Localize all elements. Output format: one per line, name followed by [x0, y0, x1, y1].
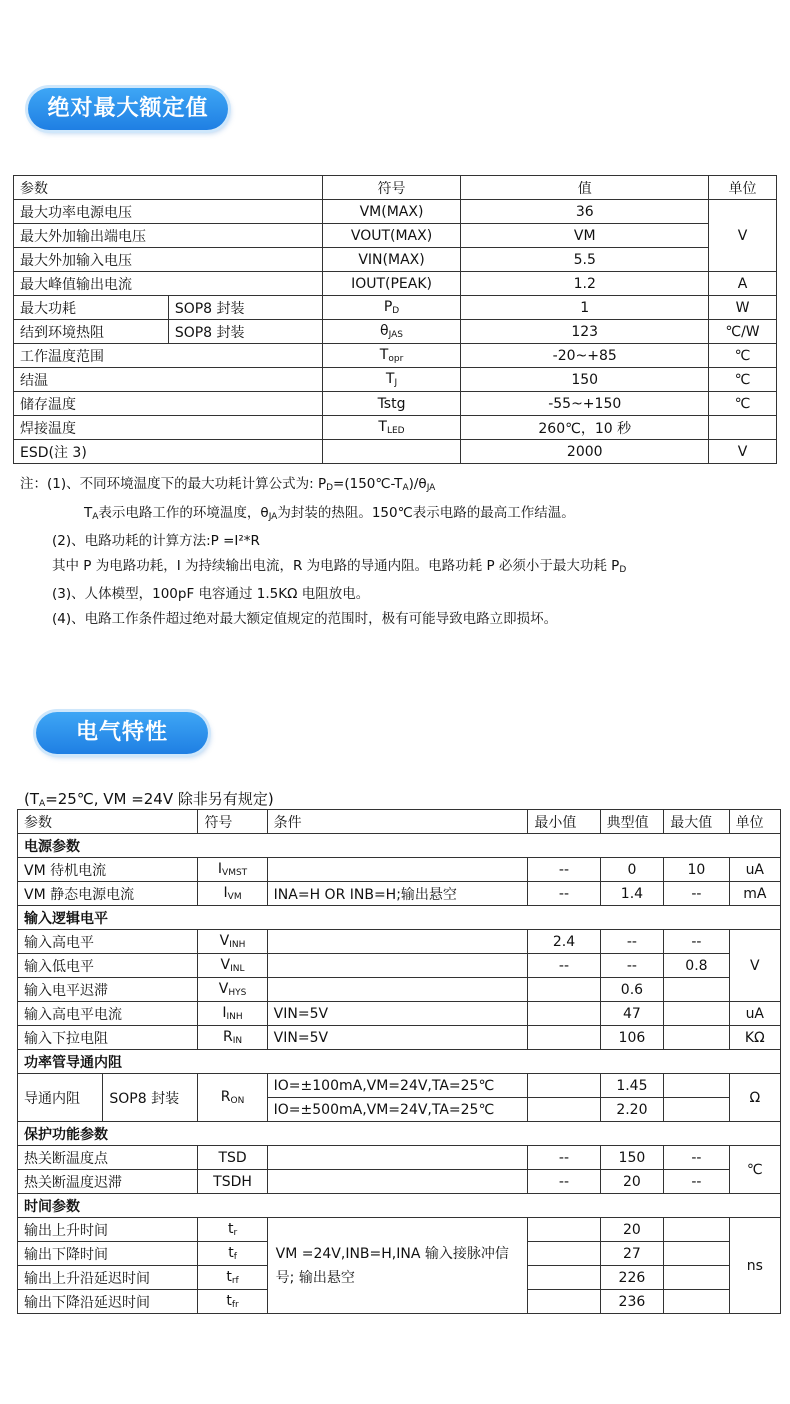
min-cell — [528, 1218, 600, 1242]
max-cell: -- — [664, 1170, 729, 1194]
table-row — [14, 368, 777, 392]
section-label: 时间参数 — [18, 1194, 781, 1218]
note-1: 注：(1)、不同环境温度下的最大功耗计算公式为: $P_D=(150℃-T_A)/\theta_{JA}$ — [20, 476, 436, 493]
table-row — [18, 882, 781, 906]
note-1-line-2: $T_A$表示电路工作的环境温度，$\theta_{JA}$为封装的热阻。150℃表示电路的最高工作结温。 — [84, 504, 575, 522]
min-cell: -- — [528, 1146, 600, 1170]
param-cell: 输入高电平电流 — [18, 1002, 198, 1026]
condition-cell — [267, 978, 528, 1002]
symbol-cell: $V_{INH}$ — [198, 930, 267, 954]
table-row — [18, 858, 781, 882]
typ-cell: 226 — [600, 1266, 664, 1290]
condition-cell: INA=H OR INB=H;输出悬空 — [267, 882, 528, 906]
absolute-max-ratings-table — [13, 175, 777, 464]
typ-cell: 236 — [600, 1290, 664, 1314]
header-typ: 典型值 — [600, 810, 664, 834]
unit-cell: Ω — [729, 1074, 780, 1122]
section-row — [18, 834, 781, 858]
unit-cell: V — [709, 200, 777, 272]
section-title-electrical: 电气特性 — [36, 712, 208, 754]
note-4: (4)、电路工作条件超过绝对最大额定值规定的范围时，极有可能导致电路立即损坏。 — [52, 610, 558, 627]
value-cell: 123 — [461, 320, 709, 344]
package-cell: SOP8 封装 — [168, 320, 322, 344]
min-cell — [528, 1266, 600, 1290]
min-cell: -- — [528, 954, 600, 978]
unit-cell: ℃ — [709, 392, 777, 416]
section-label: 保护功能参数 — [18, 1122, 781, 1146]
condition-cell: IO=±100mA,VM=24V,TA=25℃ — [267, 1074, 528, 1098]
header-unit: 单位 — [729, 810, 780, 834]
section-title-absolute-max: 绝对最大额定值 — [28, 88, 228, 130]
table-row — [14, 320, 777, 344]
condition-cell: VIN=5V — [267, 1026, 528, 1050]
max-cell — [664, 1242, 729, 1266]
section-label: 电源参数 — [18, 834, 781, 858]
unit-cell: ℃ — [709, 344, 777, 368]
param-cell: 最大峰值输出电流 — [14, 272, 323, 296]
min-cell — [528, 1026, 600, 1050]
table-row — [18, 1146, 781, 1170]
value-cell: 2000 — [461, 440, 709, 464]
condition-cell: VM =24V,INB=H,INA 输入接脉冲信号; 输出悬空 — [267, 1218, 528, 1314]
table-row — [14, 416, 777, 440]
unit-cell — [709, 416, 777, 440]
symbol-cell: Tstg — [322, 392, 461, 416]
max-cell — [664, 1218, 729, 1242]
symbol-cell: TSD — [198, 1146, 267, 1170]
param-cell: 最大功率电源电压 — [14, 200, 323, 224]
typ-cell: 27 — [600, 1242, 664, 1266]
symbol-cell: VIN(MAX) — [322, 248, 461, 272]
note-2-detail: 其中 P 为电路功耗，I 为持续输出电流，R 为电路的导通内阻。电路功耗 P 必须小于最大功耗 $P_D$ — [52, 557, 627, 575]
typ-cell: 20 — [600, 1218, 664, 1242]
unit-cell: uA — [729, 858, 780, 882]
table-row — [14, 248, 777, 272]
max-cell — [664, 1002, 729, 1026]
param-cell: 输入电平迟滞 — [18, 978, 198, 1002]
note-2: (2)、电路功耗的计算方法:P =I²*R — [52, 533, 260, 549]
max-cell: -- — [664, 930, 729, 954]
param-cell: 热关断温度点 — [18, 1146, 198, 1170]
max-cell: 0.8 — [664, 954, 729, 978]
condition-cell: IO=±500mA,VM=24V,TA=25℃ — [267, 1098, 528, 1122]
header-min: 最小值 — [528, 810, 600, 834]
min-cell — [528, 1242, 600, 1266]
symbol-cell: $T_{LED}$ — [322, 416, 461, 440]
min-cell: -- — [528, 1170, 600, 1194]
param-cell: 输出下降沿延迟时间 — [18, 1290, 198, 1314]
min-cell — [528, 1098, 600, 1122]
param-cell: 导通内阻 — [18, 1074, 103, 1122]
table-row — [18, 954, 781, 978]
note-3: (3)、人体模型，100pF 电容通过 1.5KΩ 电阻放电。 — [52, 586, 370, 602]
condition-cell — [267, 930, 528, 954]
unit-cell: uA — [729, 1002, 780, 1026]
header-param: 参数 — [18, 810, 198, 834]
symbol-cell: $t_r$ — [198, 1218, 267, 1242]
value-cell: -55~+150 — [461, 392, 709, 416]
value-cell: -20~+85 — [461, 344, 709, 368]
condition-cell: VIN=5V — [267, 1002, 528, 1026]
min-cell: -- — [528, 858, 600, 882]
table-row — [14, 392, 777, 416]
section-label: 功率管导通内阻 — [18, 1050, 781, 1074]
symbol-cell: $T_{opr}$ — [322, 344, 461, 368]
value-cell: 1 — [461, 296, 709, 320]
unit-cell: ℃ — [729, 1146, 780, 1194]
section-row — [18, 1194, 781, 1218]
symbol-cell: $t_f$ — [198, 1242, 267, 1266]
symbol-cell: VOUT(MAX) — [322, 224, 461, 248]
header-value: 值 — [461, 176, 709, 200]
table-row — [18, 978, 781, 1002]
symbol-cell: $P_D$ — [322, 296, 461, 320]
table-row — [18, 1170, 781, 1194]
symbol-cell: $t_{fr}$ — [198, 1290, 267, 1314]
param-cell: 热关断温度迟滞 — [18, 1170, 198, 1194]
max-cell: 10 — [664, 858, 729, 882]
header-symbol: 符号 — [198, 810, 267, 834]
unit-cell: ns — [729, 1218, 780, 1314]
unit-cell: mA — [729, 882, 780, 906]
package-cell: SOP8 封装 — [103, 1074, 198, 1122]
param-cell: 最大外加输出端电压 — [14, 224, 323, 248]
table-row — [18, 930, 781, 954]
param-cell: 最大外加输入电压 — [14, 248, 323, 272]
symbol-cell: TSDH — [198, 1170, 267, 1194]
header-unit: 单位 — [709, 176, 777, 200]
value-cell: 36 — [461, 200, 709, 224]
condition-cell — [267, 954, 528, 978]
header-max: 最大值 — [664, 810, 729, 834]
package-cell: SOP8 封装 — [168, 296, 322, 320]
typ-cell: 2.20 — [600, 1098, 664, 1122]
typ-cell: -- — [600, 954, 664, 978]
unit-cell: ℃/W — [709, 320, 777, 344]
table-row — [18, 1026, 781, 1050]
param-cell: 输入低电平 — [18, 954, 198, 978]
unit-cell: ℃ — [709, 368, 777, 392]
table-row — [14, 200, 777, 224]
max-cell — [664, 1098, 729, 1122]
symbol-cell: $R_{ON}$ — [198, 1074, 267, 1122]
typ-cell: 1.45 — [600, 1074, 664, 1098]
symbol-cell: $t_{rf}$ — [198, 1266, 267, 1290]
symbol-cell: $V_{HYS}$ — [198, 978, 267, 1002]
table-row — [14, 224, 777, 248]
typ-cell: 150 — [600, 1146, 664, 1170]
unit-cell: KΩ — [729, 1026, 780, 1050]
condition-cell — [267, 1170, 528, 1194]
condition-cell — [267, 1146, 528, 1170]
min-cell — [528, 1002, 600, 1026]
value-cell: 260℃，10 秒 — [461, 416, 709, 440]
min-cell — [528, 978, 600, 1002]
symbol-cell: $I_{VMST}$ — [198, 858, 267, 882]
unit-cell: W — [709, 296, 777, 320]
symbol-cell: IOUT(PEAK) — [322, 272, 461, 296]
max-cell — [664, 978, 729, 1002]
header-condition: 条件 — [267, 810, 528, 834]
table-row — [14, 296, 777, 320]
param-cell: 输出上升沿延迟时间 — [18, 1266, 198, 1290]
electrical-characteristics-table — [17, 809, 781, 1314]
symbol-cell: VM(MAX) — [322, 200, 461, 224]
param-cell: 储存温度 — [14, 392, 323, 416]
typ-cell: 106 — [600, 1026, 664, 1050]
param-cell: 结温 — [14, 368, 323, 392]
value-cell: 5.5 — [461, 248, 709, 272]
typ-cell: 0 — [600, 858, 664, 882]
table-row — [14, 272, 777, 296]
min-cell: 2.4 — [528, 930, 600, 954]
symbol-cell: $V_{INL}$ — [198, 954, 267, 978]
typ-cell: 20 — [600, 1170, 664, 1194]
symbol-cell: $R_{IN}$ — [198, 1026, 267, 1050]
param-cell: ESD(注 3) — [14, 440, 323, 464]
header-symbol: 符号 — [322, 176, 461, 200]
param-cell: 焊接温度 — [14, 416, 323, 440]
param-cell: 输入下拉电阻 — [18, 1026, 198, 1050]
value-cell: 1.2 — [461, 272, 709, 296]
param-cell: 工作温度范围 — [14, 344, 323, 368]
symbol-cell: $\theta_{JAS}$ — [322, 320, 461, 344]
param-cell: 输出下降时间 — [18, 1242, 198, 1266]
unit-cell: V — [729, 930, 780, 1002]
value-cell: VM — [461, 224, 709, 248]
max-cell: -- — [664, 882, 729, 906]
typ-cell: 47 — [600, 1002, 664, 1026]
param-cell: 结到环境热阻 — [14, 320, 169, 344]
param-cell: 输入高电平 — [18, 930, 198, 954]
max-cell — [664, 1026, 729, 1050]
test-conditions: ($T_A=25℃$, VM =24V 除非另有规定) — [24, 790, 274, 809]
table-row — [14, 440, 777, 464]
typ-cell: 0.6 — [600, 978, 664, 1002]
table-row — [18, 1002, 781, 1026]
table-row — [14, 344, 777, 368]
unit-cell: V — [709, 440, 777, 464]
symbol-cell — [322, 440, 461, 464]
param-cell: VM 静态电源电流 — [18, 882, 198, 906]
unit-cell: A — [709, 272, 777, 296]
condition-cell — [267, 858, 528, 882]
table-header-row — [14, 176, 777, 200]
max-cell — [664, 1266, 729, 1290]
param-cell: 最大功耗 — [14, 296, 169, 320]
typ-cell: -- — [600, 930, 664, 954]
value-cell: 150 — [461, 368, 709, 392]
param-cell: VM 待机电流 — [18, 858, 198, 882]
min-cell — [528, 1074, 600, 1098]
section-row — [18, 1122, 781, 1146]
section-row — [18, 906, 781, 930]
min-cell — [528, 1290, 600, 1314]
max-cell — [664, 1290, 729, 1314]
symbol-cell: $I_{INH}$ — [198, 1002, 267, 1026]
table-row — [18, 1074, 781, 1098]
min-cell: -- — [528, 882, 600, 906]
notes-block — [22, 472, 782, 631]
header-param: 参数 — [14, 176, 323, 200]
symbol-cell: $T_J$ — [322, 368, 461, 392]
typ-cell: 1.4 — [600, 882, 664, 906]
max-cell — [664, 1074, 729, 1098]
table-row — [18, 1218, 781, 1242]
section-label: 输入逻辑电平 — [18, 906, 781, 930]
table-header-row — [18, 810, 781, 834]
symbol-cell: $I_{VM}$ — [198, 882, 267, 906]
param-cell: 输出上升时间 — [18, 1218, 198, 1242]
section-row — [18, 1050, 781, 1074]
max-cell: -- — [664, 1146, 729, 1170]
